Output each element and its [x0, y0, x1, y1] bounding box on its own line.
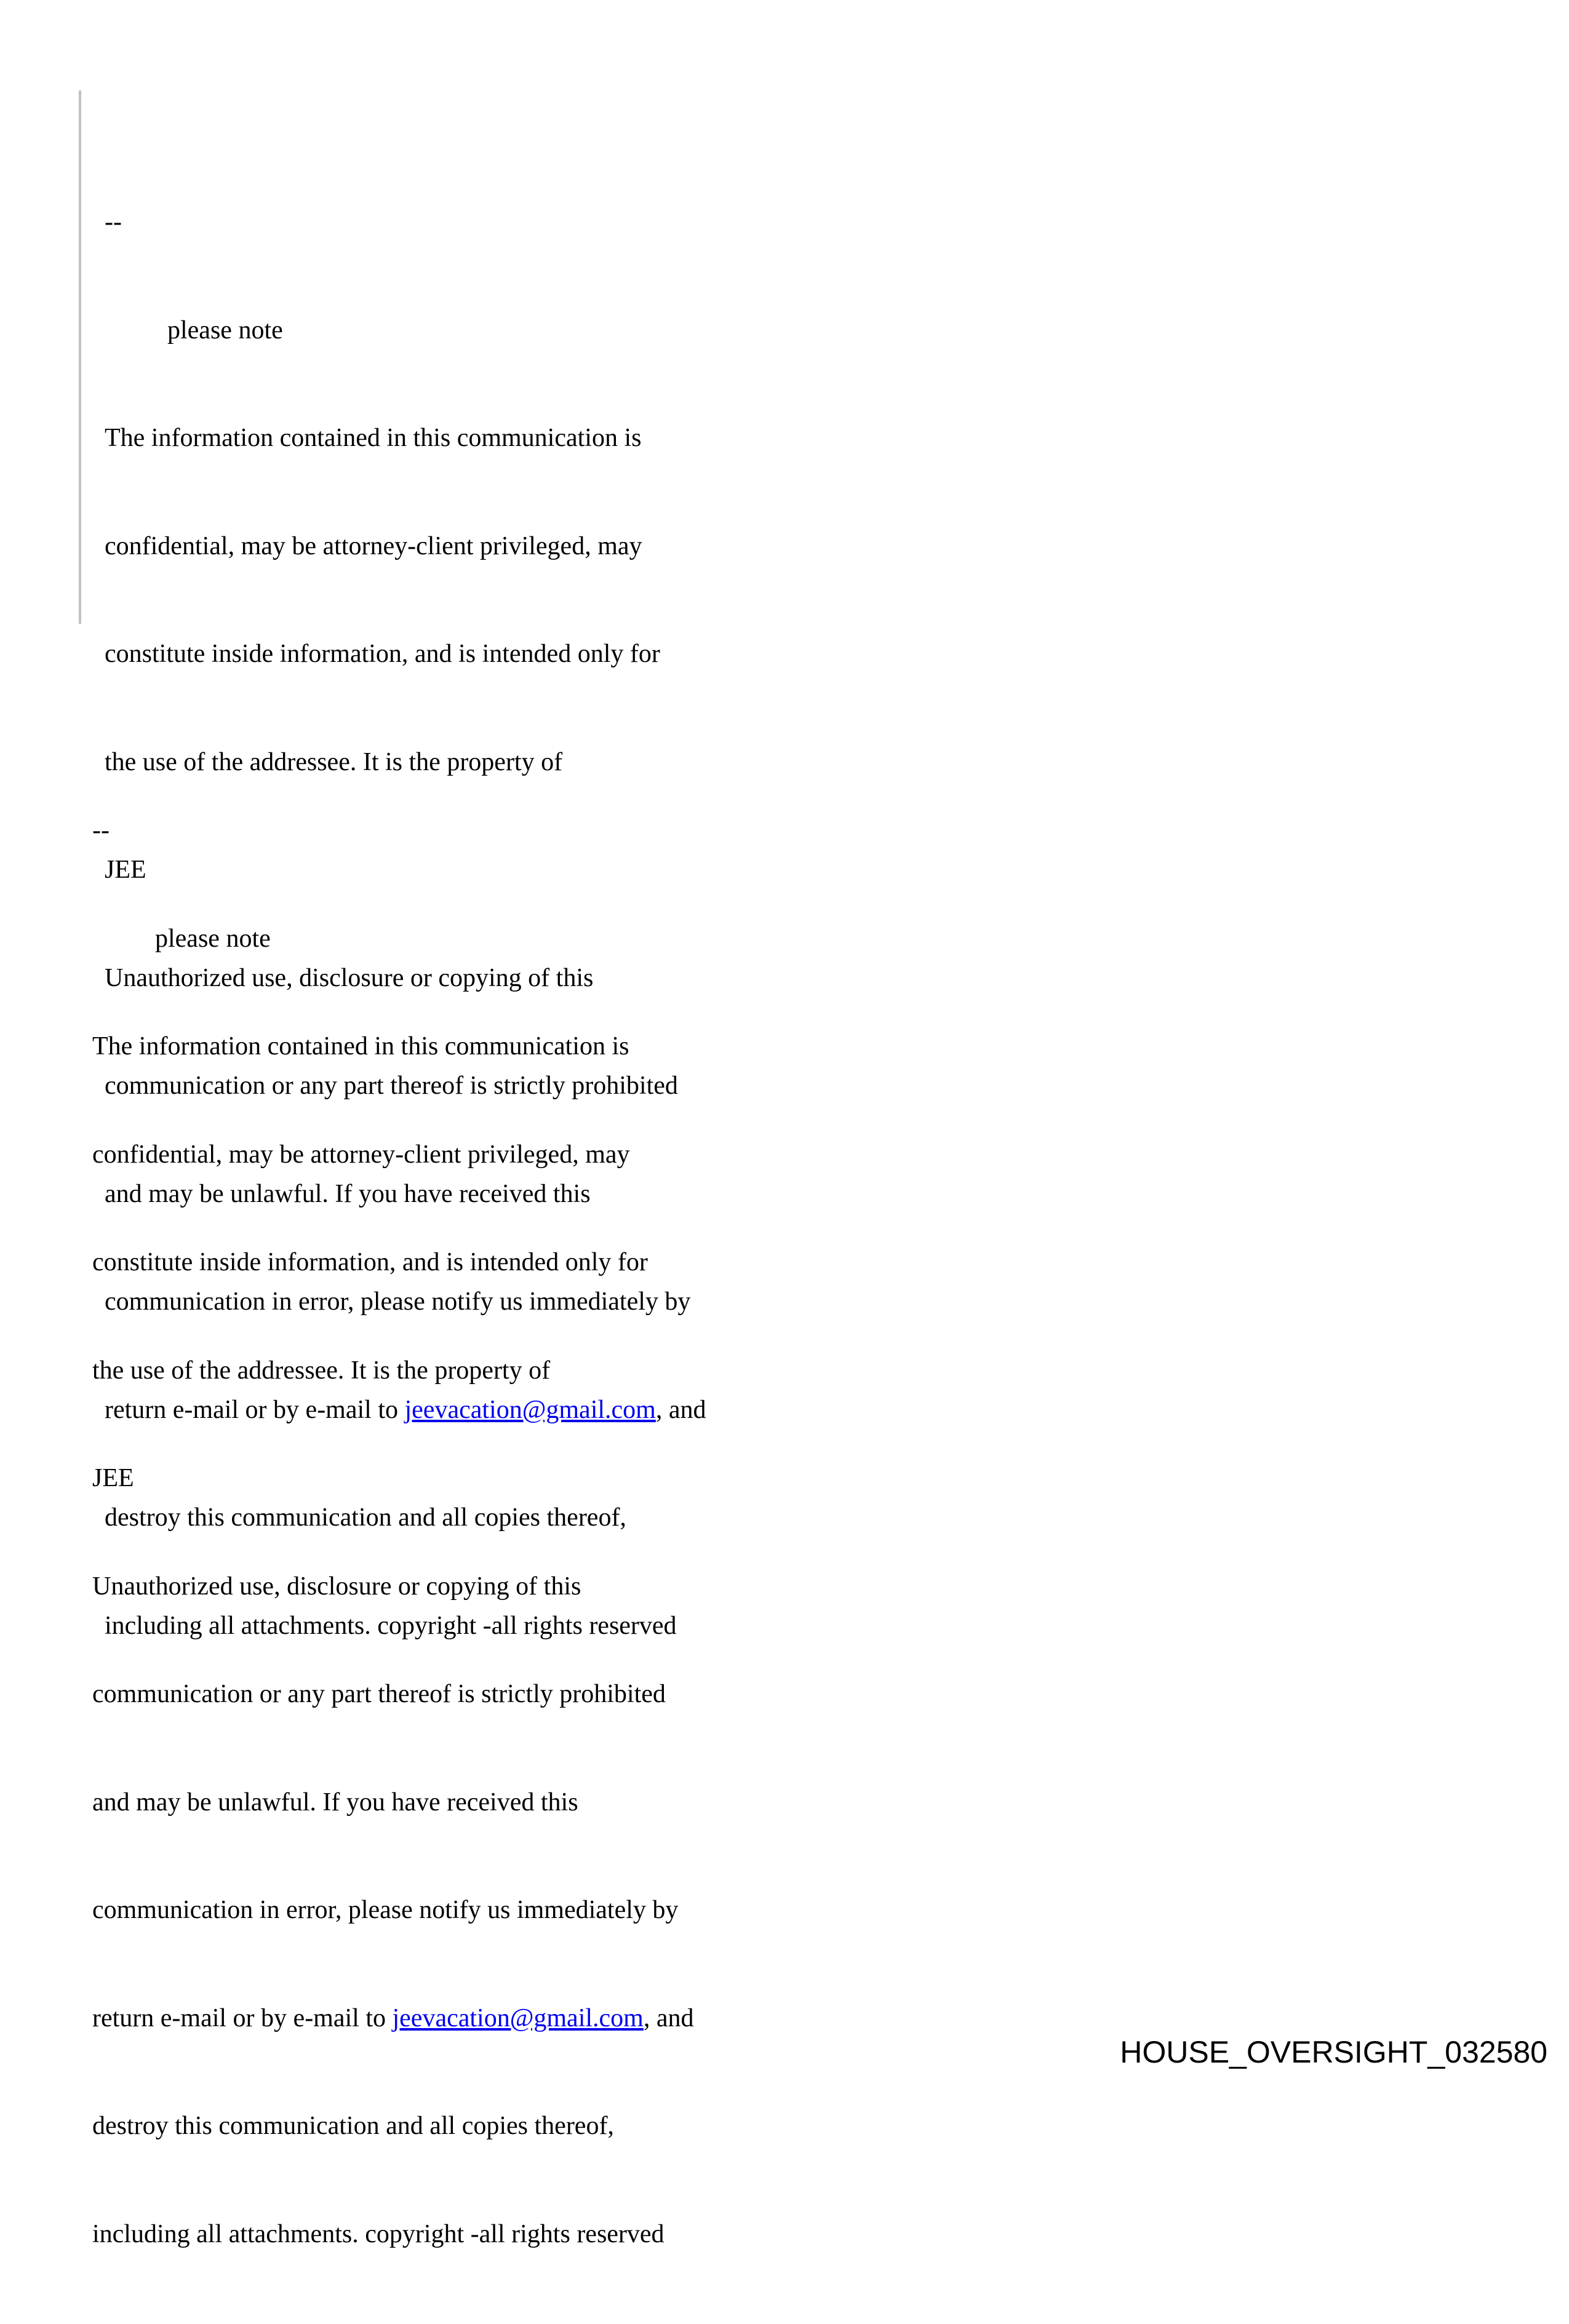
disclaimer-line: confidential, may be attorney-client privileged, may: [105, 531, 642, 560]
bates-number: HOUSE_OVERSIGHT_032580: [1120, 2035, 1547, 2069]
disclaimer-line: The information contained in this communication is: [105, 424, 642, 452]
email-line-post-text: , and: [643, 2004, 694, 2032]
disclaimer-line: constitute inside information, and is intended only for: [105, 640, 660, 668]
disclaimer-line: constitute inside information, and is intended only for: [92, 1248, 648, 1276]
disclaimer-line: destroy this communication and all copies thereof,: [92, 2112, 614, 2140]
disclaimer-note-label: please note: [155, 924, 271, 953]
disclaimer-line: JEE: [105, 856, 146, 884]
email-line-pre-text: return e-mail or by e-mail to: [105, 1395, 405, 1424]
disclaimer-line: including all attachments. copyright -all rights reserved: [105, 1611, 677, 1640]
disclaimer-line: destroy this communication and all copies thereof,: [105, 1503, 626, 1532]
disclaimer-line: and may be unlawful. If you have received this: [105, 1179, 591, 1208]
disclaimer-line: Unauthorized use, disclosure or copying of this: [92, 1572, 581, 1601]
disclaimer-line: including all attachments. copyright -all rights reserved: [92, 2219, 665, 2248]
email-line-pre-text: return e-mail or by e-mail to: [92, 2004, 393, 2032]
disclaimer-line: communication or any part thereof is strictly prohibited: [105, 1072, 678, 1100]
disclaimer-line: confidential, may be attorney-client privileged, may: [92, 1140, 630, 1169]
disclaimer-line: and may be unlawful. If you have received this: [92, 1788, 578, 1817]
disclaimer-email-line: [92, 2000, 694, 2037]
disclaimer-line: communication in error, please notify us immediately by: [105, 1287, 691, 1316]
quote-indicator-bar: [79, 90, 81, 624]
email-line-post-text: , and: [655, 1395, 706, 1424]
disclaimer-line: the use of the addressee. It is the property of: [92, 1356, 551, 1385]
signature-separator: --: [92, 816, 110, 845]
email-link[interactable]: jeevacation@gmail.com: [404, 1395, 656, 1424]
email-disclaimer-block-2: [92, 741, 694, 2324]
disclaimer-line: communication in error, please notify us immediately by: [92, 1896, 679, 1924]
email-link[interactable]: jeevacation@gmail.com: [392, 2004, 644, 2032]
disclaimer-line: The information contained in this communication is: [92, 1032, 629, 1061]
signature-separator: --: [105, 208, 122, 236]
disclaimer-line: communication or any part thereof is strictly prohibited: [92, 1680, 666, 1708]
disclaimer-line: JEE: [92, 1464, 134, 1492]
disclaimer-line: the use of the addressee. It is the property of: [105, 747, 563, 776]
disclaimer-note-label: please note: [167, 316, 283, 344]
disclaimer-line: Unauthorized use, disclosure or copying of this: [105, 963, 594, 992]
